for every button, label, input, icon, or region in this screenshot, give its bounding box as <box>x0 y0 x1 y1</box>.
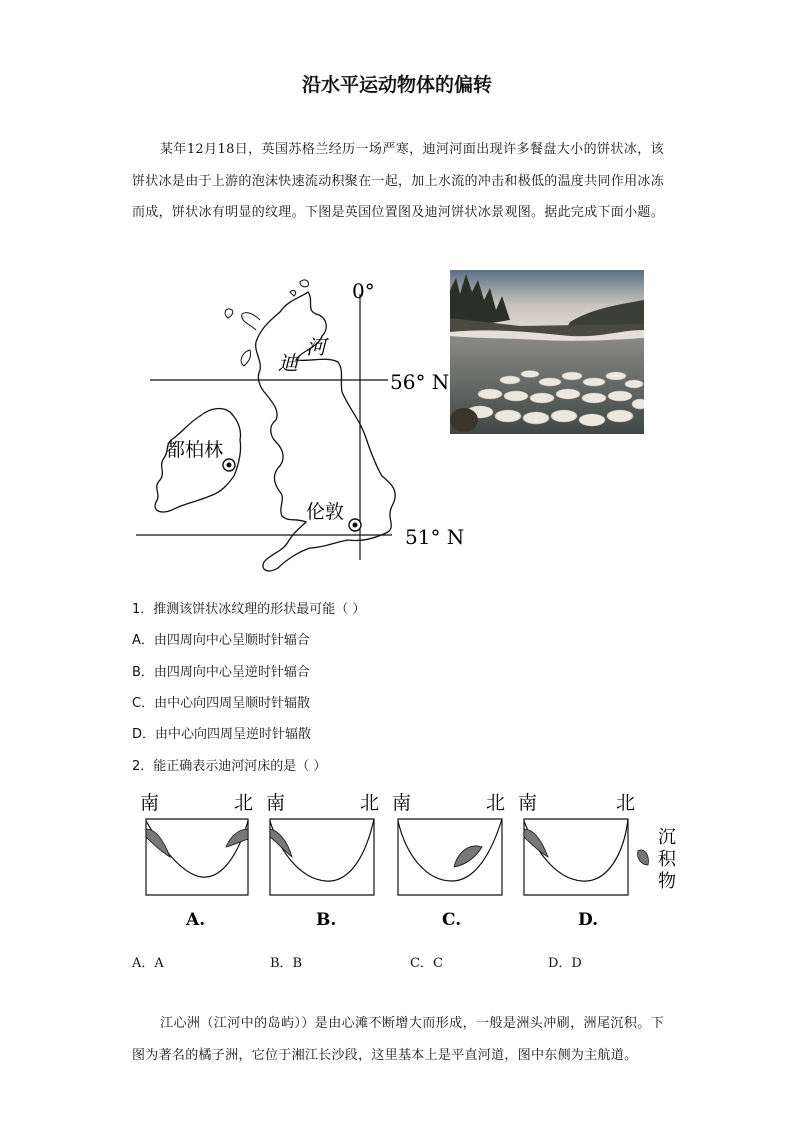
lat-51-label: 51° N <box>405 525 465 549</box>
panel-b-south: 南 <box>266 792 286 814</box>
panel-b-label: B. <box>316 910 337 930</box>
great-britain-outline <box>256 292 396 571</box>
riverbed-panel-b <box>266 792 379 930</box>
river-label-di: 迪 <box>278 351 298 375</box>
panel-c-label: C. <box>442 910 462 930</box>
page-title: 沿水平运动物体的偏转 <box>301 74 492 96</box>
q2-option-c[interactable]: C．C <box>410 956 443 971</box>
panel-c-north: 北 <box>486 792 506 814</box>
dublin-label: 都柏林 <box>166 439 224 461</box>
riverbed-panel-a <box>140 792 253 930</box>
panel-d-north: 北 <box>616 792 636 814</box>
q2-stem: 2．能正确表示迪河河床的是（ ） <box>132 759 327 774</box>
panel-c-south: 南 <box>392 792 412 814</box>
q1-option-d[interactable]: D．由中心向四周呈逆时针辐散 <box>132 727 312 742</box>
q1-option-c[interactable]: C．由中心向四周呈顺时针辐散 <box>132 696 311 711</box>
sediment-char-1: 沉 <box>658 827 676 848</box>
panel-d-south: 南 <box>518 792 538 814</box>
lat-56-label: 56° N <box>390 370 450 394</box>
pancake-ice-photo <box>450 270 644 434</box>
q2-option-d[interactable]: D．D <box>548 956 582 971</box>
intro-paragraph: 某年12月18日，英国苏格兰经历一场严寒，迪河河面出现许多餐盘大小的饼状冰，该饼状冰是由于上游的泡沫快速流动积聚在一起，加上水流的冲击和极低的温度共同作用冰冻而成，饼状冰有明显的纹理。下图是英国位置图及迪河饼状冰景观图。据此完成下面小题。 <box>132 142 665 220</box>
q1-stem: 1．推测该饼状冰纹理的形状最可能（ ） <box>132 602 366 617</box>
river-label-he: 河 <box>306 335 326 359</box>
q2-option-b[interactable]: B．B <box>270 956 303 971</box>
panel-d-label: D. <box>578 910 599 930</box>
riverbed-panel-c <box>392 792 505 930</box>
sediment-char-2: 积 <box>658 849 676 870</box>
sediment-char-3: 物 <box>658 871 676 892</box>
panel-a-north: 北 <box>234 792 254 814</box>
riverbed-panel-d <box>518 792 635 930</box>
passage-2: 江心洲（江河中的岛屿））是由心滩不断增大而形成，一般是洲头冲刷，洲尾沉积。下图为著名的橘子洲，它位于湘江长沙段，这里基本上是平直河道，图中东侧为主航道。 <box>132 1016 664 1063</box>
riverbed-diagrams <box>130 785 690 935</box>
sediment-legend-swatch <box>638 850 649 865</box>
q1-option-a[interactable]: A．由四周向中心呈顺时针辐合 <box>132 633 310 648</box>
meridian-label: 0° <box>352 279 375 303</box>
uk-location-map <box>130 270 470 585</box>
q1-option-b[interactable]: B．由四周向中心呈逆时针辐合 <box>132 665 310 680</box>
q2-option-a[interactable]: A．A <box>132 956 164 971</box>
panel-a-label: A. <box>186 910 206 930</box>
london-label: 伦敦 <box>306 501 345 523</box>
panel-a-south: 南 <box>140 792 160 814</box>
panel-b-north: 北 <box>360 792 380 814</box>
